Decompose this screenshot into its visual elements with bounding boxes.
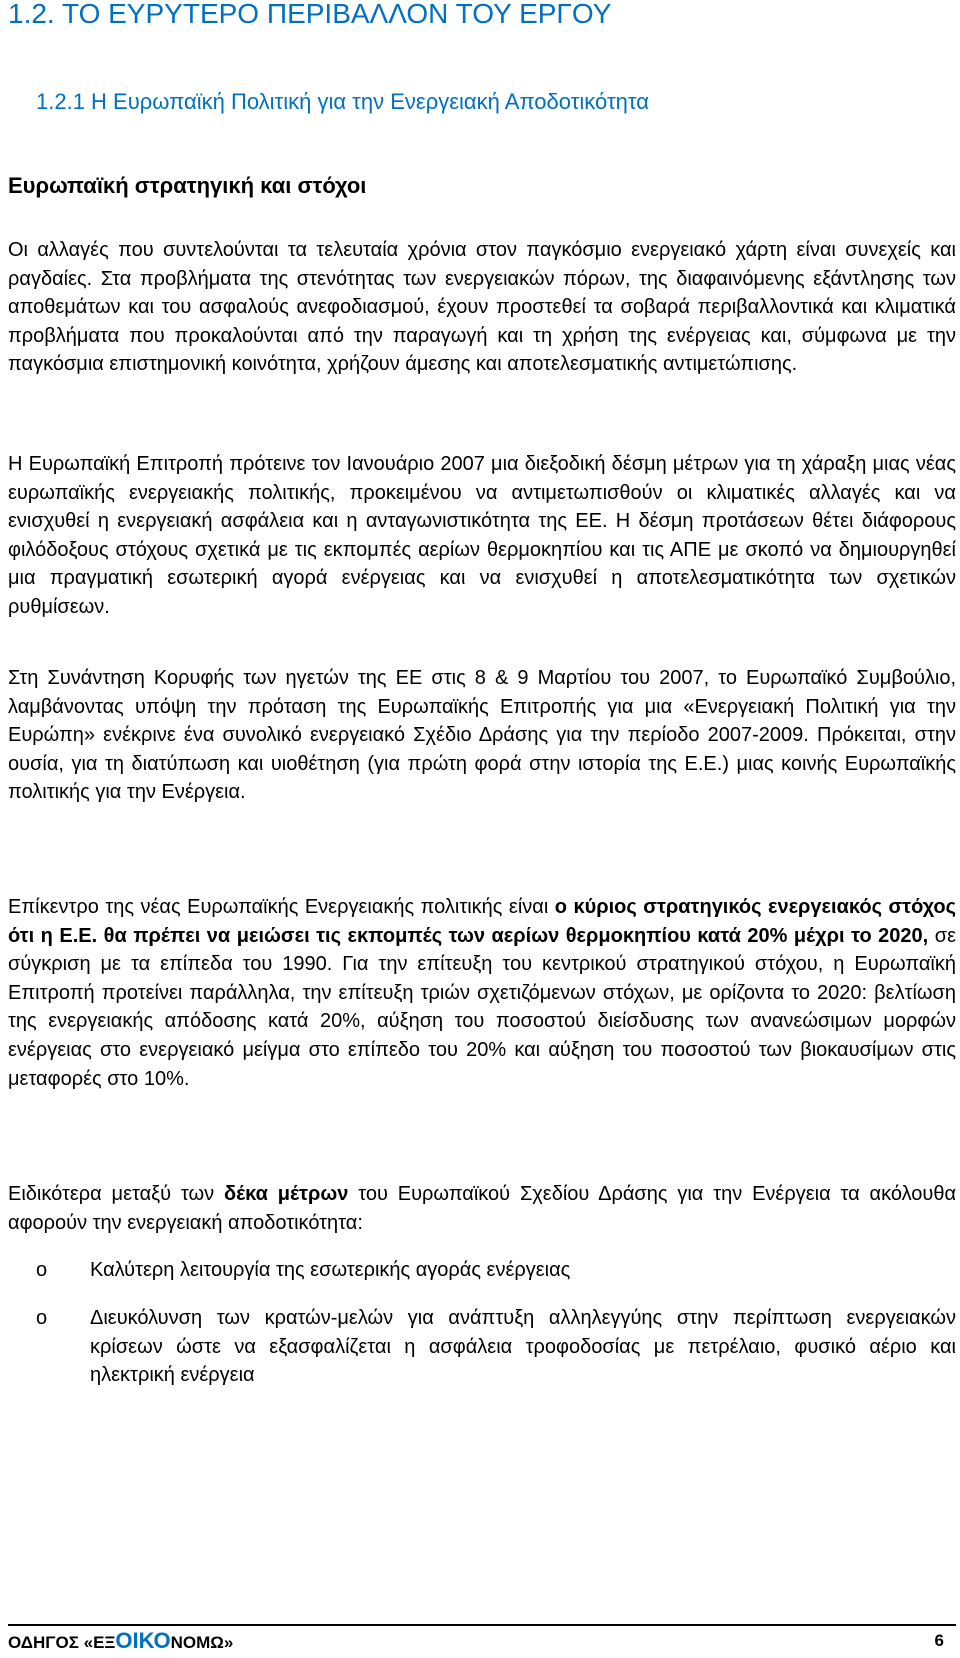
paragraph-text: Ειδικότερα μεταξύ των [8,1183,225,1205]
bullet-marker: o [36,1259,48,1281]
emphasis-text: δέκα μέτρων [224,1183,349,1205]
paragraph-text: Επίκεντρο της νέας Ευρωπαϊκής Ενεργειακής πολιτικής είναι [8,896,555,918]
footer-title [8,1630,233,1654]
paragraph-summit: Στη Συνάντηση Κορυφής των ηγετών της ΕΕ στις 8 & 9 Μαρτίου του 2007, το Ευρωπαϊκό Συμβούλιο, λαμβάνοντας υπόψη την πρόταση της Ευρωπαϊκής Επιτροπής για μια «Ενεργειακή Πολιτική για την Ευρώπη» ενέκρινε ένα συνολικό ενεργειακό Σχέδιο Δράσης για την περίοδο 2007-2009. Πρόκειται, στην ουσία, για τη διατύπωση και υιοθέτηση (για πρώτη φορά στην ιστορία της Ε.Ε.) μιας κοινής Ευρωπαϊκής πολιτικής για την Ενέργεια. [8,667,956,804]
paragraph-commission-proposal: Η Ευρωπαϊκή Επιτροπή πρότεινε τον Ιανουάριο 2007 μια διεξοδική δέσμη μέτρων για τη χάραξη μιας νέας ευρωπαϊκής ενεργειακής πολιτικής, προκειμένου να αντιμετωπισθούν οι κλιματικές αλλαγές και να ενισχυθεί η ενεργειακή ασφάλεια και η ανταγωνιστικότητα της ΕΕ. Η δέσμη προτάσεων θέτει διάφορους φιλόδοξους στόχους σχετικά με τις εκπομπές αερίων θερμοκηπίου και τις ΑΠΕ με σκοπό να δημιουργηθεί μια πραγματική εσωτερική αγορά ενέργειας και να ενισχυθεί η αποτελεσματικότητα των σχετικών ρυθμίσεων. [8,453,956,618]
emphasis-text: ο κύριος στρατηγικός ενεργειακός στόχος ότι η Ε.Ε. θα πρέπει να μειώσει τις εκπομπές των αερίων θερμοκηπίου κατά 20% μέχρι το 2020, [8,896,956,947]
subsection-heading: 1.2.1 Η Ευρωπαϊκή Πολιτική για την Ενεργειακή Αποδοτικότητα [36,89,649,114]
paragraph-ten-measures [8,1180,956,1237]
paragraph-text: σε σύγκριση με τα επίπεδα του 1990. Για την επίτευξη του κεντρικού στρατηγικού στόχου, η Ευρωπαϊκή Επιτροπή προτείνει παράλληλα, την επίτευξη τριών σχετιζόμενων στόχων, με ορίζοντα το 2020: βελτίωση της ενεργειακής απόδοσης κατά 20%, αύξηση του ποσοστού διείσδυσης των ανανεώσιμων μορφών ενέργειας στο ενεργειακό μείγμα στο επίπεδο του 20% και αύξηση του ποσοστού των βιοκαυσίμων στις μεταφορές στο 10%. [8,924,956,1090]
footer-prefix: ΟΔΗΓΟΣ «ΕΞ [8,1633,116,1652]
paragraph-energy-changes: Οι αλλαγές που συντελούνται τα τελευταία χρόνια στον παγκόσμιο ενεργειακό χάρτη είναι συνεχείς και ραγδαίες. Στα προβλήματα της στενότητας των ενεργειακών πόρων, της διαφαινόμενης εξάντλησης των αποθεμάτων και του ασφαλούς ανεφοδιασμού, έχουν προστεθεί τα σοβαρά περιβαλλοντικά και κλιματικά προβλήματα που προκαλούνται από την παραγωγή και τη χρήση της ενέργειας και, σύμφωνα με την παγκόσμια επιστημονική κοινότητα, χρήζουν άμεσης και αποτελεσματικής αντιμετώπισης. [8,239,956,376]
paragraph-strategic-goal [8,893,956,1093]
footer-brand: ΟΙΚΟ [115,1628,171,1653]
page-number: 6 [934,1631,944,1650]
footer-suffix: ΝΟΜΩ» [170,1633,234,1652]
paragraph-text: του Ευρωπαϊκού Σχεδίου Δράσης για την Ενέργεια τα ακόλουθα αφορούν την ενεργειακή αποδοτικότητα: [8,1183,957,1234]
section-heading: 1.2. ΤΟ ΕΥΡΥΤΕΡΟ ΠΕΡΙΒΑΛΛΟΝ ΤΟΥ ΕΡΓΟΥ [8,0,612,29]
footer-divider [8,1624,956,1626]
bullet-marker: o [36,1307,48,1329]
subheading-strategy: Ευρωπαϊκή στρατηγική και στόχοι [8,173,367,198]
bullet-item-internal-market: Καλύτερη λειτουργία της εσωτερικής αγοράς ενέργειας [90,1259,571,1281]
bullet-item-solidarity: Διευκόλυνση των κρατών-μελών για ανάπτυξη αλληλεγγύης στην περίπτωση ενεργειακών κρίσεων ώστε να εξασφαλίζεται η ασφάλεια τροφοδοσίας με πετρέλαιο, φυσικό αέριο και ηλεκτρική ενέργεια [90,1307,956,1387]
